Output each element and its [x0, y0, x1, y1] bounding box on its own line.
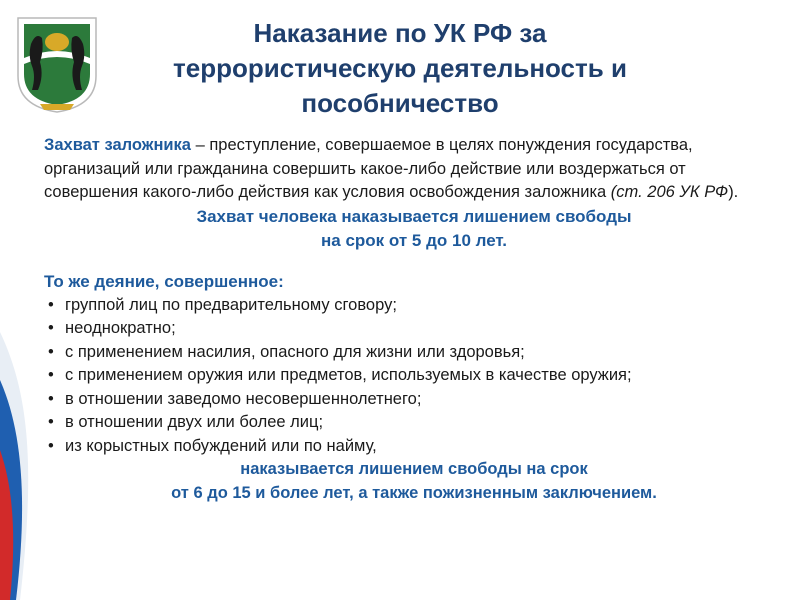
aggravated-heading: То же деяние, совершенное:: [44, 271, 284, 291]
list-item: • неоднократно;: [44, 317, 784, 341]
coat-of-arms-icon: [14, 14, 100, 114]
penalty-aggravated-line-1: наказывается лишением свободы на срок: [240, 460, 588, 478]
list-item: • в отношении двух или более лиц;: [44, 411, 784, 435]
bullet-icon: •: [48, 342, 54, 361]
bullet-icon: •: [48, 295, 54, 314]
list-item: • с применением насилия, опасного для жизни или здоровья;: [44, 341, 784, 365]
title-line-1: Наказание по УК РФ за: [253, 18, 547, 48]
bullet-icon: •: [48, 413, 54, 431]
slide-body: [44, 134, 784, 505]
intro-text: – преступление, совершаемое в целях понуждения государства, организаций или гражданина совершить какое-либо действие или воздержаться от совершения какого-либо действия как условия освобождения заложника: [44, 136, 693, 201]
intro-paragraph: [44, 134, 784, 205]
penalty-aggravated: [44, 458, 784, 505]
list-item: • из корыстных побуждений или по найму,: [44, 435, 784, 459]
bullet-icon: •: [48, 319, 54, 337]
title-line-2: террористическую деятельность и: [173, 53, 627, 83]
penalty-aggravated-line-2: от 6 до 15 и более лет, а также пожизненным заключением.: [171, 483, 657, 502]
bullet-icon: •: [48, 436, 54, 455]
list-item: • группой лиц по предварительному сговору;: [44, 294, 784, 318]
page-title: [120, 16, 680, 121]
intro-reference-end: ).: [728, 183, 739, 201]
intro-term: Захват заложника: [44, 136, 191, 154]
intro-reference: (ст. 206 УК РФ: [610, 183, 729, 201]
bullet-icon: •: [48, 366, 54, 384]
penalty-basic: [44, 205, 784, 253]
title-line-3: пособничество: [301, 88, 499, 118]
penalty-basic-line-1: Захват человека наказывается лишением свободы: [196, 206, 632, 226]
list-item: • в отношении заведомо несовершеннолетнего;: [44, 388, 784, 412]
penalty-basic-line-2: на срок от 5 до 10 лет.: [321, 230, 507, 250]
bullet-icon: •: [48, 389, 54, 408]
list-item: • с применением оружия или предметов, используемых в качестве оружия;: [44, 364, 784, 388]
aggravated-list: [44, 294, 784, 459]
